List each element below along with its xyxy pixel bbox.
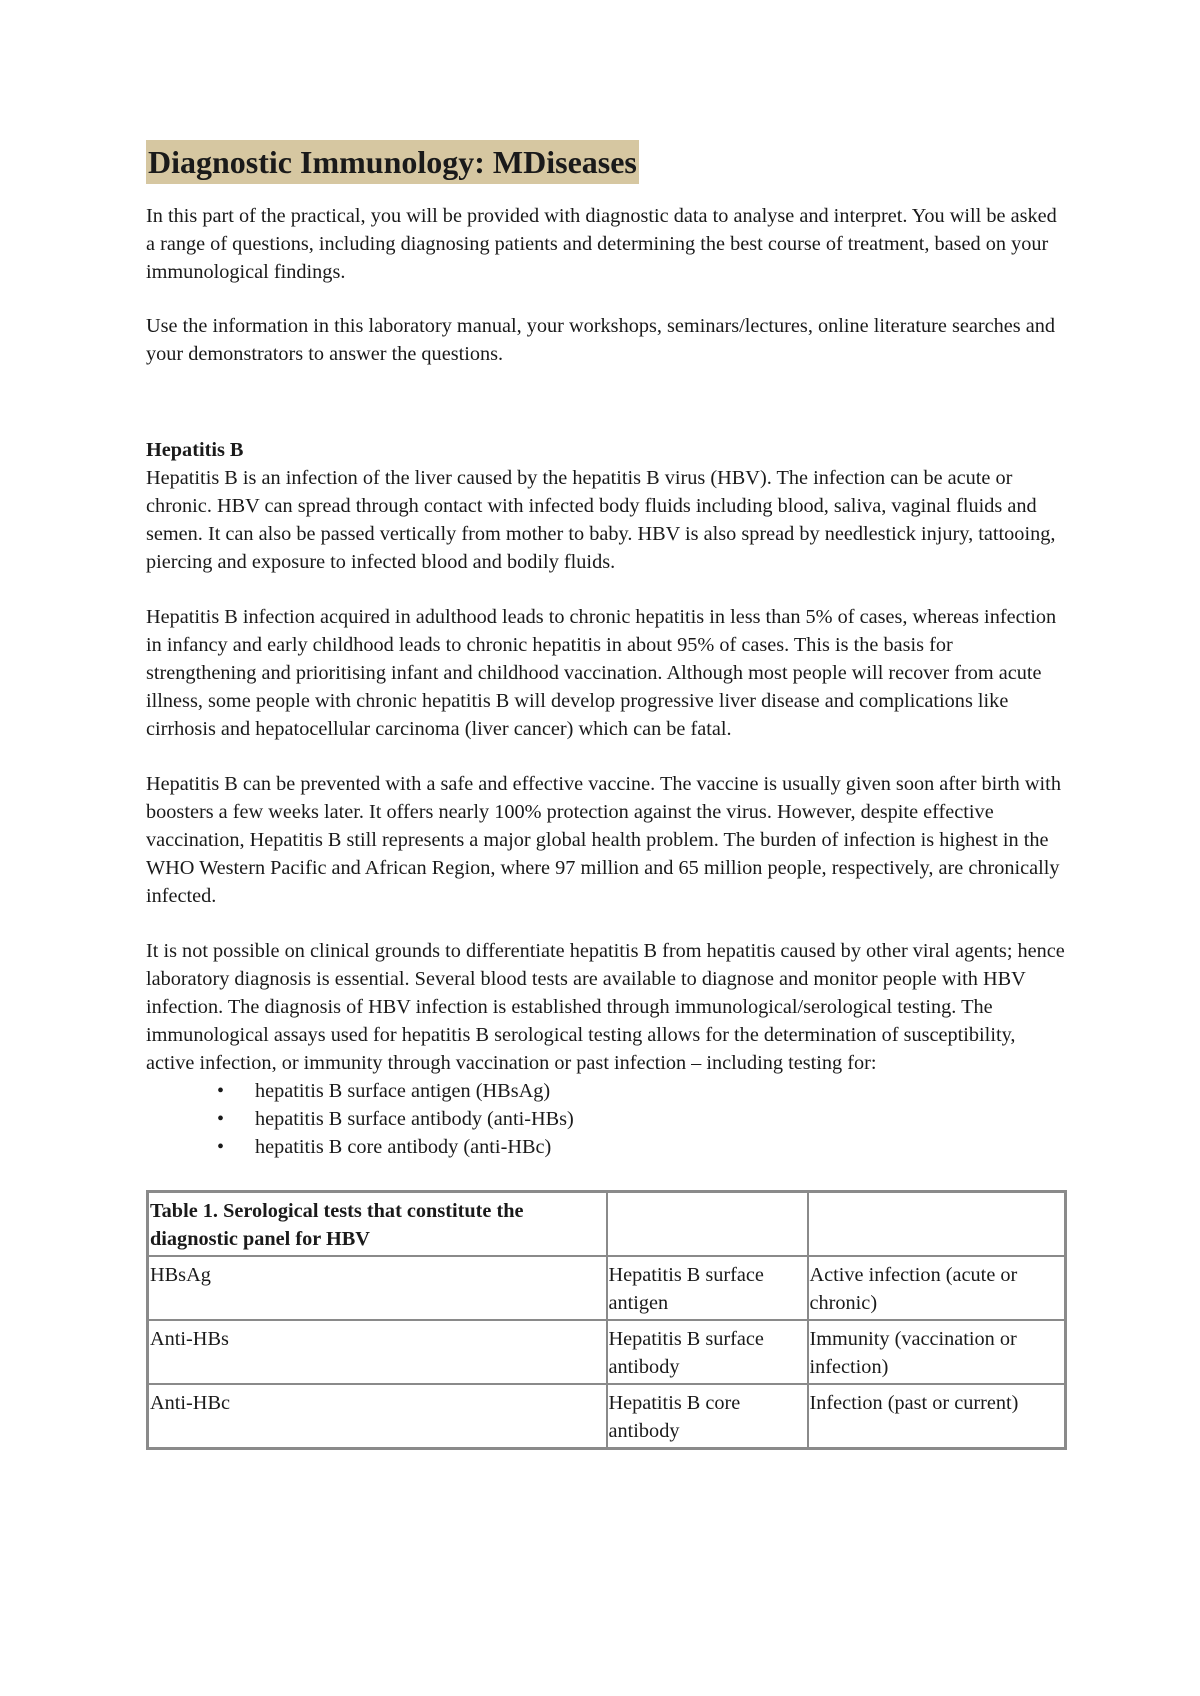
section-heading-hepatitis-b: Hepatitis B	[146, 439, 244, 461]
table-cell-name: Hepatitis B surface antigen	[607, 1256, 808, 1320]
intro-paragraph-1: In this part of the practical, you will be provided with diagnostic data to analyse and interpret. You will be asked a range of questions, including diagnosing patients and determining the best course of treatment, based on your immunological findings.	[146, 205, 1057, 283]
table-cell-empty	[808, 1192, 1066, 1257]
list-item: • hepatitis B surface antigen (HBsAg)	[217, 1077, 1066, 1105]
serology-table	[146, 1190, 1067, 1450]
body-paragraph-4: It is not possible on clinical grounds to differentiate hepatitis B from hepatitis caused by other viral agents; hence laboratory diagnosis is essential. Several blood tests are available to diagnose and monitor people with HBV infection. The diagnosis of HBV infection is established through immunological/serological testing. The immunological assays used for hepatitis B serological testing allows for the determination of susceptibility, active infection, or immunity through vaccination or past infection – including testing for:	[146, 940, 1065, 1074]
list-item: • hepatitis B surface antibody (anti-HBs)	[217, 1105, 1066, 1133]
body-paragraph-3: Hepatitis B can be prevented with a safe and effective vaccine. The vaccine is usually given soon after birth with boosters a few weeks later. It offers nearly 100% protection against the virus. However, despite effective vaccination, Hepatitis B still represents a major global health problem. The burden of infection is highest in the WHO Western Pacific and African Region, where 97 million and 65 million people, respectively, are chronically infected.	[146, 773, 1061, 907]
table-cell-meaning: Immunity (vaccination or infection)	[808, 1320, 1066, 1384]
table-row	[148, 1384, 1066, 1449]
table-caption: Table 1. Serological tests that constitute the diagnostic panel for HBV	[148, 1192, 607, 1257]
table-cell-name: Hepatitis B surface antibody	[607, 1320, 808, 1384]
document-page	[146, 140, 1066, 1450]
table-row	[148, 1320, 1066, 1384]
body-paragraph-1: Hepatitis B is an infection of the liver caused by the hepatitis B virus (HBV). The infection can be acute or chronic. HBV can spread through contact with infected body fluids including blood, saliva, vaginal fluids and semen. It can also be passed vertically from mother to baby. HBV is also spread by needlestick injury, tattooing, piercing and exposure to infected blood and bodily fluids.	[146, 467, 1056, 573]
body-paragraph-2: Hepatitis B infection acquired in adulthood leads to chronic hepatitis in less than 5% of cases, whereas infection in infancy and early childhood leads to chronic hepatitis in about 95% of cases. This is the basis for strengthening and prioritising infant and childhood vaccination. Although most people will recover from acute illness, some people with chronic hepatitis B will develop progressive liver disease and complications like cirrhosis and hepatocellular carcinoma (liver cancer) which can be fatal.	[146, 606, 1057, 740]
page-title: Diagnostic Immunology: MDiseases	[146, 140, 639, 184]
table-cell-meaning: Infection (past or current)	[808, 1384, 1066, 1449]
table-cell-marker: HBsAg	[148, 1256, 607, 1320]
intro-paragraph-2: Use the information in this laboratory manual, your workshops, seminars/lectures, online literature searches and your demonstrators to answer the questions.	[146, 315, 1056, 365]
table-header-row	[148, 1192, 1066, 1257]
list-item: • hepatitis B core antibody (anti-HBc)	[217, 1133, 1066, 1161]
table-cell-name: Hepatitis B core antibody	[607, 1384, 808, 1449]
table-cell-meaning: Active infection (acute or chronic)	[808, 1256, 1066, 1320]
table-cell-marker: Anti-HBs	[148, 1320, 607, 1384]
table-row	[148, 1256, 1066, 1320]
table-cell-marker: Anti-HBc	[148, 1384, 607, 1449]
test-list	[146, 1077, 1066, 1161]
table-cell-empty	[607, 1192, 808, 1257]
